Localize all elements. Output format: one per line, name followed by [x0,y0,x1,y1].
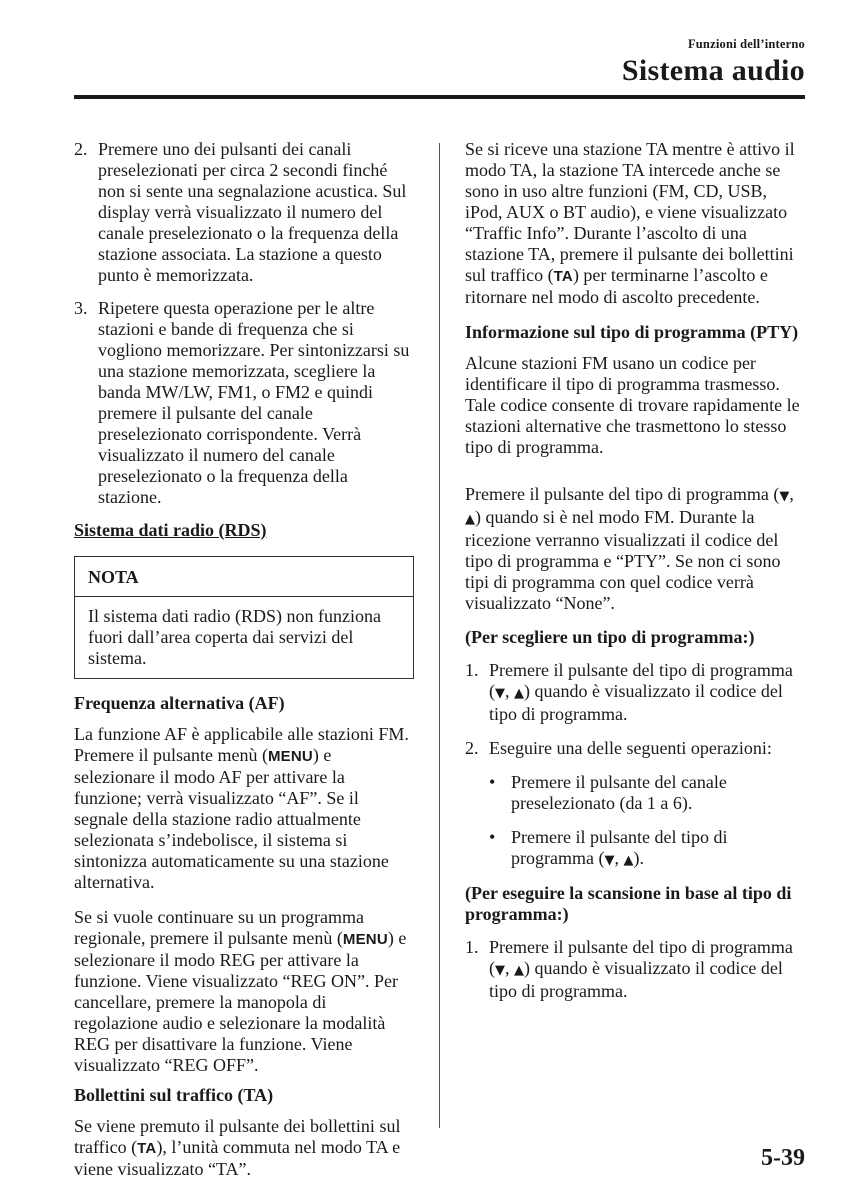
left-column [74,139,414,1180]
text-segment: ) quando si è nel modo FM. Durante la ricezione verranno visualizzati il codice del tipo di programma e “PTY”. Se non ci sono tipi di programma con quel codice verrà visualizzato “None”. [465,507,781,613]
note-box [74,556,414,679]
step-number: 3. [74,298,88,318]
select-step-1 [465,660,808,725]
text-segment: , [789,484,794,504]
step-number: 2. [465,738,479,758]
scan-heading: (Per eseguire la scansione in base al tipo di programma:) [465,883,792,924]
pty-paragraph-2 [465,484,808,614]
select-heading: (Per scegliere un tipo di programma:) [465,627,755,647]
bullet-text [511,827,808,871]
up-arrow-icon: ▲ [465,512,475,527]
note-body: Il sistema dati radio (RDS) non funziona fuori dall’area coperta dai servizi del sistema. [88,606,381,668]
select-step-2 [465,738,808,759]
ta-paragraph [74,1116,414,1180]
text-segment: Se si riceve una stazione TA mentre è attivo il modo TA, la stazione TA intercede anche se sono in uso altre funzioni (FM, CD, USB, iPod, AUX o BT audio), e viene visualizzato “Traffic Info”. Durante l’ascolto di una stazione TA, premere il pulsante dei bollettini sul traffico ( [465,139,795,285]
af-paragraph-2 [74,907,414,1076]
bullet-text: Premere il pulsante del canale preselezionato (da 1 a 6). [511,772,727,813]
step-text: Ripetere questa operazione per le altre stazioni e bande di frequenza che si vogliono memorizzare. Per sintonizzarsi su una stazione memorizzata, scegliere la banda MW/LW, FM1, o FM2 e quindi premere il pulsante del canale preselezionato corrispondente. Verrà visualizzato il numero del canale preselezionato o la frequenza della stazione. [98,298,410,507]
up-arrow-icon: ▲ [514,686,524,701]
header-rule [74,95,805,99]
menu-key-label: MENU [267,748,313,765]
down-arrow-icon: ▼ [604,853,615,868]
ta-heading: Bollettini sul traffico (TA) [74,1085,274,1105]
right-column [465,139,808,1002]
text-segment: ) quando è visualizzato il codice del tipo di programma. [489,958,783,1001]
up-arrow-icon: ▲ [514,963,524,978]
text-segment: ) e selezionare il modo AF per attivare la funzione; verrà visualizzato “AF”. Se il segnale della stazione radio attualmente selezionata s’indebolisce, il sistema si sintonizza automaticamente su una stazione alternativa. [74,745,389,892]
af-paragraph-1 [74,724,414,893]
step-number: 2. [74,139,88,159]
step-text [489,937,808,1002]
text-segment: Premere il pulsante del tipo di programma ( [465,484,780,504]
scan-step-1 [465,937,808,1002]
text-segment: ) per terminarne l’ascolto e ritornare nel modo di ascolto precedente. [465,265,768,307]
text-segment: ) quando è visualizzato il codice del tipo di programma. [489,681,783,724]
page-title: Sistema audio [621,54,805,87]
ta-key-label: TA [553,268,573,285]
step-2 [74,139,414,286]
af-heading: Frequenza alternativa (AF) [74,693,285,713]
note-title: NOTA [75,557,413,597]
text-segment: ). [633,848,644,868]
text-segment: Se si vuole continuare su un programma regionale, premere il pulsante menù ( [74,907,364,948]
text-segment: ), l’unità commuta nel modo TA e viene visualizzato “TA”. [74,1137,401,1179]
down-arrow-icon: ▼ [495,686,505,701]
ta-paragraph-2 [465,139,808,308]
step-3 [74,298,414,508]
text-segment: Premere il pulsante del tipo di programma ( [489,937,793,978]
text-segment: Premere il pulsante del tipo di programma ( [511,827,728,868]
up-arrow-icon: ▲ [623,853,634,868]
bullet-item-1 [465,772,808,814]
down-arrow-icon: ▼ [779,489,790,504]
text-segment: , [505,681,514,701]
bullet-item-2 [465,827,808,871]
header-section: Funzioni dell’interno [687,37,805,51]
text-segment: , [505,958,514,978]
bullet-dot: • [489,772,496,792]
rds-heading: Sistema dati radio (RDS) [74,520,267,540]
text-segment: , [614,848,624,868]
pty-paragraph-1: Alcune stazioni FM usano un codice per identificare il tipo di programma trasmesso. Tale codice consente di trovare rapidamente le stazioni alternative che trasmettono lo stesso tipo di programma. [465,353,800,457]
step-number: 1. [465,937,479,957]
text-segment: ) e selezionare il modo REG per attivare la funzione. Viene visualizzato “REG ON”. Per cancellare, premere la manopola di regolazione audio e selezionare la modalità REG per disattivare la funzione. Viene visualizzato “REG OFF”. [74,928,407,1075]
menu-key-label: MENU [342,931,388,948]
step-text: Eseguire una delle seguenti operazioni: [489,738,772,758]
column-divider [439,143,440,1128]
step-text: Premere uno dei pulsanti dei canali preselezionati per circa 2 secondi finché non si sente una segnalazione acustica. Sul display verrà visualizzato il numero del canale preselezionato o la frequenza della stazione associata. La stazione a questo punto è memorizzata. [98,139,407,285]
down-arrow-icon: ▼ [495,963,505,978]
page-number: 5-39 [761,1145,805,1171]
text-segment: Se viene premuto il pulsante dei bollettini sul traffico ( [74,1116,401,1157]
bullet-dot: • [489,827,496,847]
text-segment: La funzione AF è applicabile alle stazioni FM. Premere il pulsante menù ( [74,724,409,765]
ta-key-label: TA [137,1140,157,1157]
step-number: 1. [465,660,479,680]
pty-heading: Informazione sul tipo di programma (PTY) [465,322,799,342]
step-text [489,660,808,725]
text-segment: Premere il pulsante del tipo di programma ( [489,660,793,701]
